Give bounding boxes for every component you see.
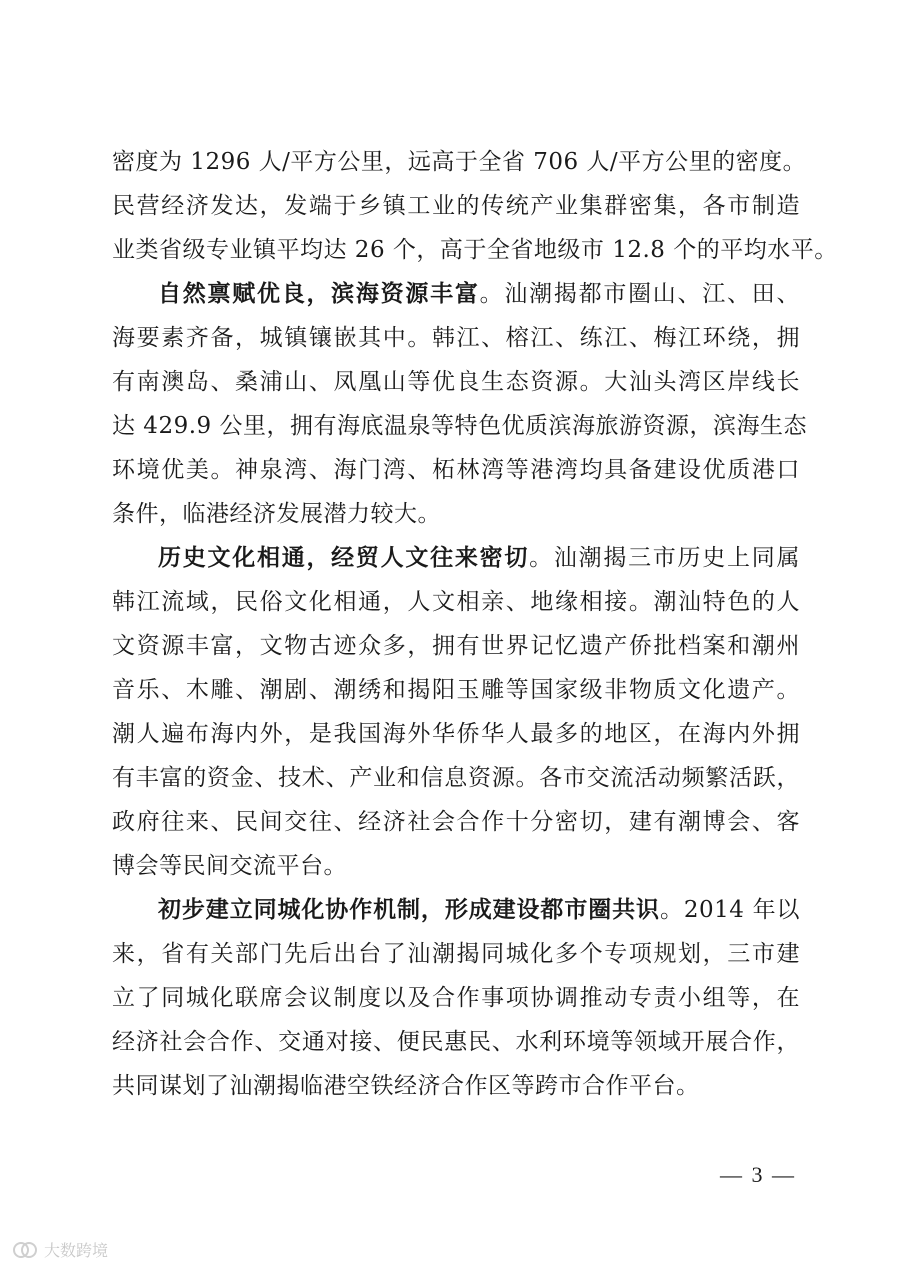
text-line: 韩江流域，民俗文化相通，人文相亲、地缘相接。潮汕特色的人 [112,589,800,615]
watermark-logo-icon [12,1239,38,1261]
paragraph-first-line [112,888,800,932]
text-line: 共同谋划了汕潮揭临港空铁经济合作区等跨市合作平台。 [112,1073,700,1099]
text-span: 。2014 年以 [659,897,800,923]
text-line: 有南澳岛、桑浦山、凤凰山等优良生态资源。大汕头湾区岸线长 [112,369,800,395]
text-line: 政府往来、民间交往、经济社会合作十分密切，建有潮博会、客 [112,809,800,835]
text-line: 达 429.9 公里，拥有海底温泉等特色优质滨海旅游资源，滨海生态 [112,413,807,439]
text-line: 潮人遍布海内外，是我国海外华侨华人最多的地区，在海内外拥 [112,721,800,747]
text-line: 民营经济发达，发端于乡镇工业的传统产业集群密集，各市制造 [112,193,800,219]
text-line: 经济社会合作、交通对接、便民惠民、水利环境等领域开展合作， [112,1029,800,1055]
text-line: 博会等民间交流平台。 [112,853,347,879]
paragraph-culture [112,536,800,888]
text-span: 。汕潮揭三市历史上同属 [529,545,801,571]
text-line: 条件，临港经济发展潜力较大。 [112,501,441,527]
text-line: 音乐、木雕、潮剧、潮绣和揭阳玉雕等国家级非物质文化遗产。 [112,677,800,703]
watermark [12,1238,108,1261]
text-line: 立了同城化联席会议制度以及合作事项协调推动专责小组等，在 [112,985,800,1011]
paragraph-first-line [112,272,800,316]
watermark-text: 大数跨境 [44,1241,109,1260]
page-number: — 3 — [720,1162,796,1187]
paragraph-population [112,140,838,272]
paragraph-natural-resources [112,272,807,536]
paragraph-heading: 历史文化相通，经贸人文往来密切 [158,545,530,571]
text-line: 有丰富的资金、技术、产业和信息资源。各市交流活动频繁活跃， [112,765,800,791]
text-line: 海要素齐备，城镇镶嵌其中。韩江、榕江、练江、梅江环绕，拥 [112,325,800,351]
paragraph-cooperation [112,888,800,1108]
text-line: 密度为 1296 人/平方公里，远高于全省 706 人/平方公里的密度。 [112,149,807,175]
text-line: 业类省级专业镇平均达 26 个，高于全省地级市 12.8 个的平均水平。 [112,237,838,263]
text-line: 文资源丰富，文物古迹众多，拥有世界记忆遗产侨批档案和潮州 [112,633,800,659]
paragraph-heading: 自然禀赋优良，滨海资源丰富 [158,281,480,307]
text-line: 来，省有关部门先后出台了汕潮揭同城化多个专项规划，三市建 [112,941,800,967]
paragraph-heading: 初步建立同城化协作机制，形成建设都市圈共识 [158,897,660,923]
text-line: 环境优美。神泉湾、海门湾、柘林湾等港湾均具备建设优质港口 [112,457,800,483]
paragraph-first-line [112,536,800,580]
text-span: 。汕潮揭都市圈山、江、田、 [479,281,801,307]
document-body [112,140,838,1108]
